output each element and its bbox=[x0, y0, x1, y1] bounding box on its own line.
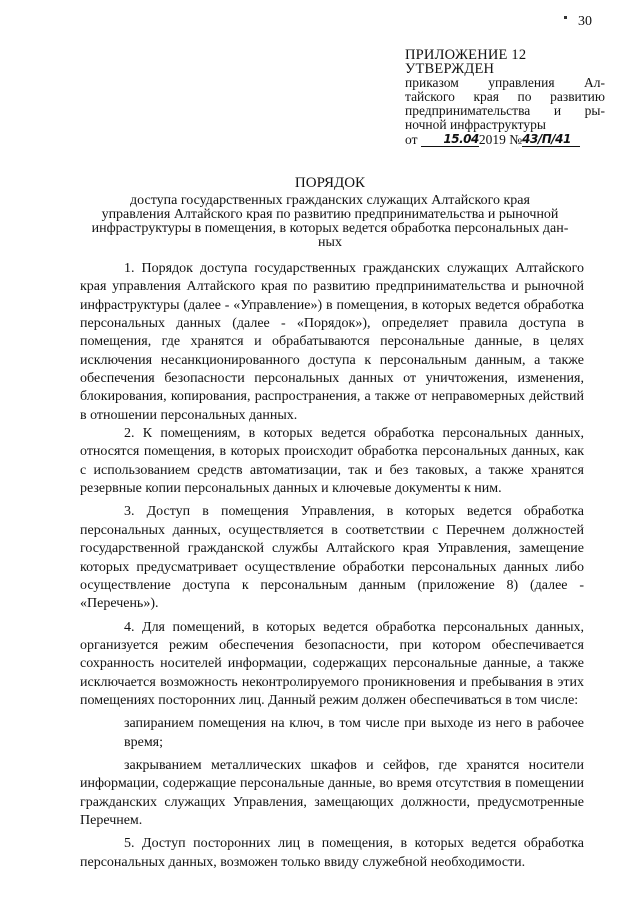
list-item-cabinets: закрыванием металлических шкафов и сейфов, где хранятся носители информации, содержащие персональные данные, во время отсутствия в помещении гражданских служащих Управления, замещающих должности, предусмотренные Перечнем. bbox=[80, 757, 584, 828]
date-blank bbox=[421, 132, 479, 147]
order-line-1: приказом управления Ал- bbox=[405, 75, 605, 90]
title-heading: ПОРЯДОК bbox=[294, 175, 366, 191]
appendix-header bbox=[405, 48, 605, 148]
list-item-locking: запиранием помещения на ключ, в том числе при выходе из него в рабочее время; bbox=[124, 716, 584, 750]
approved-label: УТВЕРЖДЕН bbox=[405, 61, 495, 77]
title-line-4: ных bbox=[318, 235, 342, 250]
handwritten-number: 43/П/41 bbox=[522, 132, 571, 146]
paragraph-3: 3. Доступ в помещения Управления, в которых ведется обработка персональных данных, осуществляется в соответствии с Перечнем должностей государственной гражданской службы Алтайского края Управления, замещение которых предусматривает осуществление обработки персональных данных либо осуществление доступа к персональным данным (приложение 8) (далее - «Перечень»). bbox=[80, 504, 584, 612]
paragraph-5: 5. Доступ посторонних лиц в помещения, в которых ведется обработка персональных данных, возможен только ввиду служебной необходимости. bbox=[80, 836, 584, 870]
title-line-2: управления Алтайского края по развитию предпринимательства и рыночной bbox=[101, 207, 559, 222]
order-line-3: предпринимательства и ры- bbox=[405, 103, 605, 118]
title-line-3: инфраструктуры в помещения, в которых ведется обработка персональных дан- bbox=[91, 221, 569, 236]
title-line-1: доступа государственных гражданских служащих Алтайского края bbox=[130, 193, 530, 208]
order-date-line bbox=[405, 132, 605, 148]
paragraph-2: 2. К помещениям, в которых ведется обработка персональных данных, относятся помещения, в которых происходит обработка персональных данных, как с использованием средств автоматизации, так и без таковых, а также хранятся резервные копии персональных данных и ключевые документы к ним. bbox=[80, 426, 584, 497]
number-sign: № bbox=[509, 132, 523, 147]
number-blank bbox=[522, 132, 580, 147]
handwritten-date: 15.04 bbox=[443, 132, 479, 146]
document-body bbox=[80, 260, 584, 872]
order-year: 2019 bbox=[478, 132, 506, 147]
order-line-2: тайского края по развитию bbox=[405, 89, 605, 104]
order-line-4: ночной инфраструктуры bbox=[405, 117, 546, 132]
date-prefix: от bbox=[405, 132, 418, 147]
document-title bbox=[80, 176, 580, 250]
page-number: 30 bbox=[578, 14, 592, 29]
paragraph-4: 4. Для помещений, в которых ведется обработка персональных данных, организуется режим обеспечения безопасности, при котором обеспечивается сохранность носителей информации, содержащих персональные данные, а также исключается возможность неконтролируемого проникновения и пребывания в этих помещениях посторонних лиц. Данный режим должен обеспечиваться в том числе: bbox=[80, 619, 584, 708]
paragraph-1: 1. Порядок доступа государственных гражданских служащих Алтайского края управления Алтайского края по развитию предпринимательства и рыночной инфраструктуры (далее - «Управление») в помещения, в которых ведется обработка персональных данных (далее - «Порядок»), определяет правила доступа в помещения, где хранятся и обрабатываются персональные данные, в целях исключения несанкционированного доступа к персональным данным, а также обеспечения безопасности персональных данных от уничтожения, изменения, блокирования, копирования, распространения, а также от неправомерных действий в отношении персональных данных. bbox=[80, 261, 584, 423]
appendix-label: ПРИЛОЖЕНИЕ 12 bbox=[405, 47, 527, 63]
